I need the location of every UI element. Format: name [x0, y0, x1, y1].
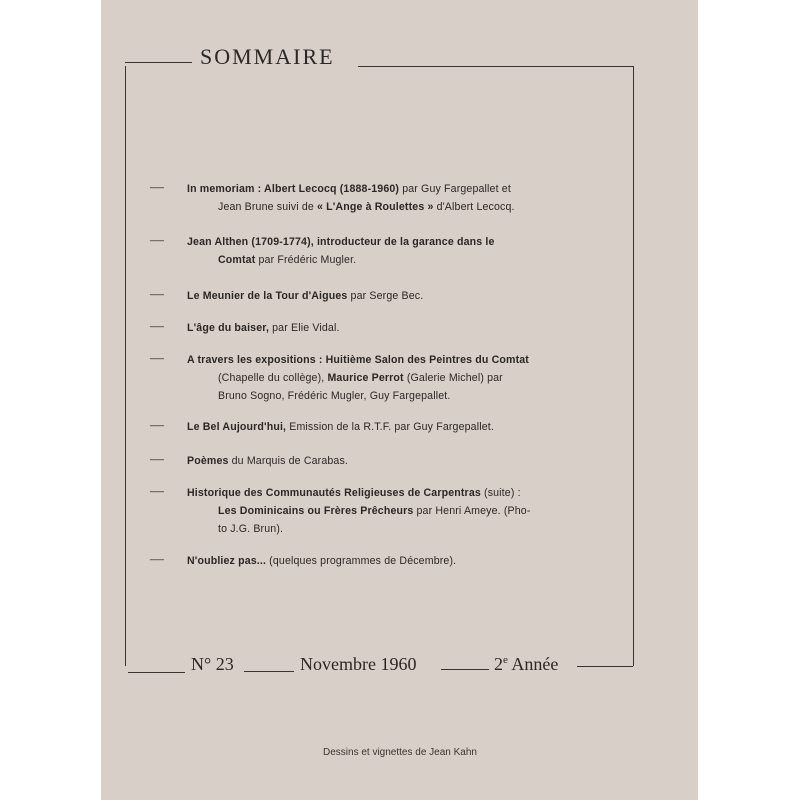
- entry-text: par Guy Fargepallet et: [399, 183, 511, 195]
- entry-text: Emission de la R.T.F. par Guy Fargepallet.: [286, 421, 494, 433]
- entry-text: Jean Brune suivi de: [218, 201, 317, 213]
- entry-line2: [218, 254, 356, 266]
- entry-line2: [218, 505, 531, 517]
- entry-text: (Chapelle du collège),: [218, 372, 328, 384]
- footer-rule-2: [244, 671, 294, 672]
- entry-text: L'âge du baiser,: [187, 322, 270, 334]
- illustration-credit: [0, 747, 800, 758]
- entry-text: Jean Althen (1709-1774), introducteur de la garance dans le: [187, 236, 495, 248]
- entry-dash: —: [150, 233, 164, 248]
- issue-year: [494, 654, 558, 675]
- entry-dash: —: [150, 351, 164, 366]
- entry-text: (quelques programmes de Décembre).: [266, 555, 457, 567]
- entry-line3: [218, 523, 283, 535]
- issue-year-word: Année: [507, 654, 559, 674]
- page-title: SOMMAIRE: [200, 44, 335, 69]
- top-rule-right: [358, 66, 634, 67]
- entry-text: Les Dominicains ou Frères Prêcheurs: [218, 505, 414, 517]
- frame-left: [125, 66, 126, 666]
- entry-line2: [218, 201, 515, 213]
- entry-dash: —: [150, 287, 164, 302]
- entry-text: In memoriam : Albert Lecocq (1888-1960): [187, 183, 400, 195]
- entry-line2: [218, 372, 503, 384]
- entry-dash: —: [150, 484, 164, 499]
- entry-text: Poèmes: [187, 455, 229, 467]
- entry-text: to J.G. Brun).: [218, 523, 284, 535]
- entry-text: Comtat: [218, 254, 256, 266]
- entry-line3: [218, 390, 450, 402]
- entry-line1: [187, 236, 495, 248]
- entry-line1: [187, 455, 348, 467]
- entry-text: (suite) :: [480, 487, 521, 499]
- entry-line1: [187, 421, 494, 433]
- issue-year-sup: e: [503, 654, 508, 666]
- entry-text: Le Meunier de la Tour d'Aigues: [187, 290, 348, 302]
- entry-text: Bruno Sogno, Frédéric Mugler, Guy Fargepallet.: [218, 390, 451, 402]
- entry-line1: [187, 354, 529, 366]
- entry-text: Le Bel Aujourd'hui,: [187, 421, 287, 433]
- entry-dash: —: [150, 418, 164, 433]
- issue-year-number: 2: [494, 654, 503, 674]
- entry-text: Maurice Perrot: [327, 372, 404, 384]
- entry-dash: —: [150, 180, 164, 195]
- entry-text: par Frédéric Mugler.: [255, 254, 357, 266]
- frame-right: [633, 66, 634, 666]
- entry-text: du Marquis de Carabas.: [228, 455, 349, 467]
- footer-rule-3: [441, 669, 489, 670]
- illustration-credit-text: Dessins et vignettes de Jean Kahn: [323, 747, 477, 758]
- issue-date: Novembre 1960: [300, 654, 417, 674]
- footer-rule-1: [128, 672, 185, 673]
- entry-line1: [187, 290, 423, 302]
- entry-line1: [187, 183, 511, 195]
- entry-text: par Elie Vidal.: [269, 322, 340, 334]
- entry-text: N'oubliez pas...: [187, 555, 267, 567]
- entry-text: Historique des Communautés Religieuses de Carpentras: [187, 487, 481, 499]
- entry-dash: —: [150, 552, 164, 567]
- entry-line1: [187, 487, 521, 499]
- entry-line1: [187, 322, 340, 334]
- entry-text: « L'Ange à Roulettes »: [317, 201, 434, 213]
- entry-text: (Galerie Michel) par: [403, 372, 503, 384]
- entry-dash: —: [150, 452, 164, 467]
- entry-text: d'Albert Lecocq.: [433, 201, 515, 213]
- issue-number: N° 23: [191, 654, 234, 674]
- entry-text: par Henri Ameye. (Pho-: [413, 505, 531, 517]
- top-rule-left: [125, 62, 192, 63]
- entry-text: par Serge Bec.: [347, 290, 424, 302]
- entry-text: A travers les expositions : Huitième Salon des Peintres du Comtat: [187, 354, 529, 366]
- entry-dash: —: [150, 319, 164, 334]
- footer-rule-4: [577, 666, 633, 667]
- entry-line1: [187, 555, 456, 567]
